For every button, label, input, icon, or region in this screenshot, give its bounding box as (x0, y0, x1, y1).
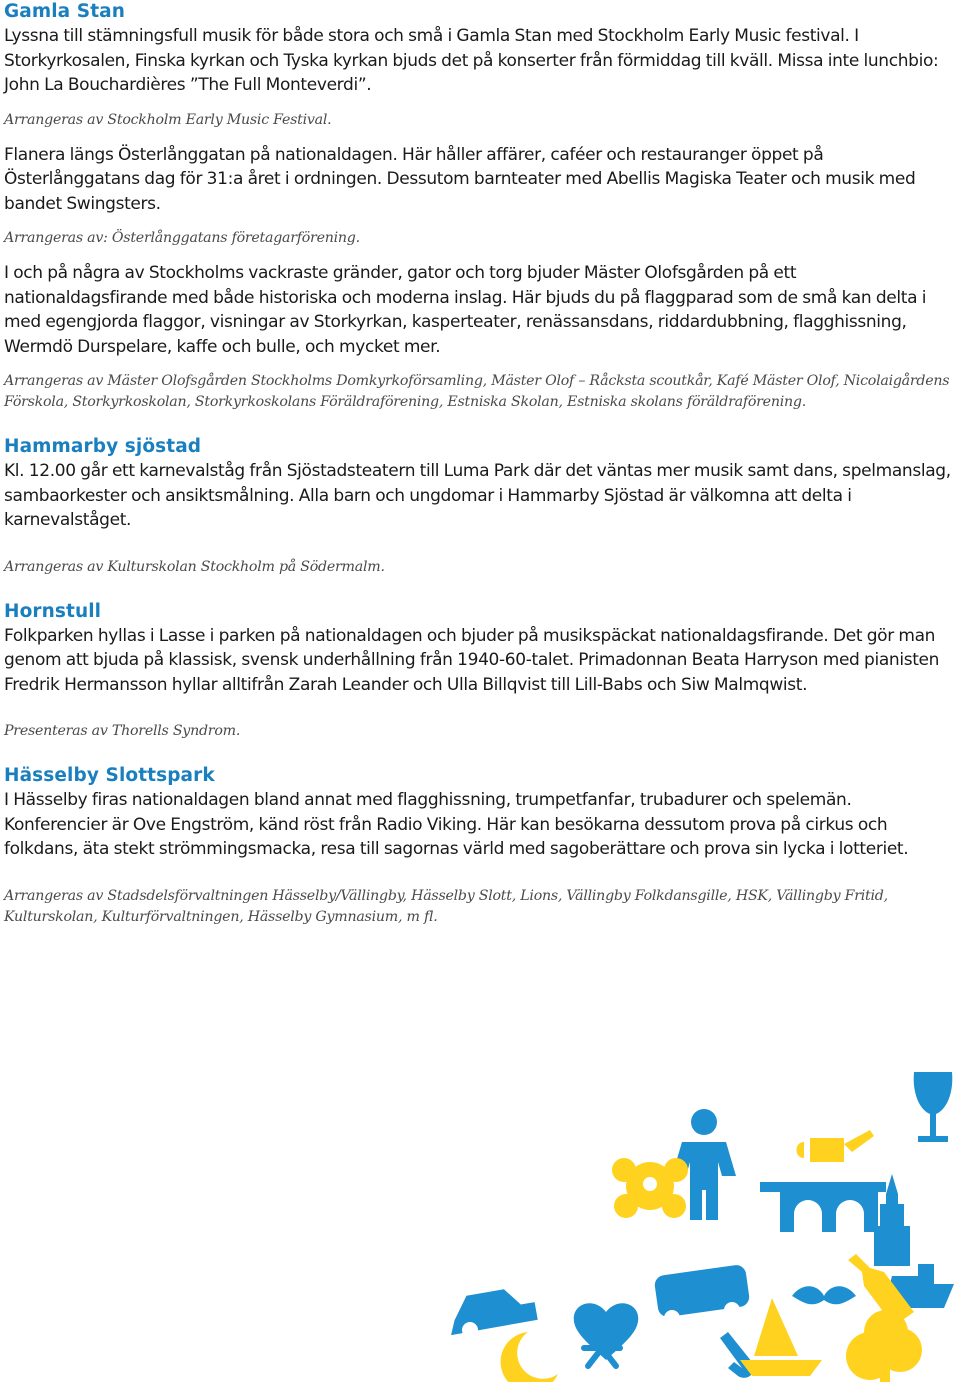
bridge-icon (760, 1182, 886, 1232)
credit-kulturskolan: Arrangeras av Kulturskolan Stockholm på Södermalm. (4, 558, 385, 575)
paragraph-master-olofsgarden: I och på några av Stockholms vackraste gränder, gator och torg bjuder Mäster Olofsgården på ett nationaldagsfirande med både historiska och moderna inslag. Här bjuds du på flaggparad som de små kan delta i med egengjorda flaggor, visningar av Storkyrkan, kasperteater, renässansdans, riddardubbning, flagghissning, Wermdö Durspelare, kaffe och bulle, och mycket mer. (4, 263, 927, 357)
section-heading-hornstull: Hornstull (4, 600, 102, 622)
paragraph-gamla-stan-music: Lyssna till stämningsfull musik för både stora och små i Gamla Stan med Stockholm Early Music festival. I Storkyrkosalen, Finska kyrkan och Tyska kyrkan bjuds det på konserter från förmiddag till kväll. Missa inte lunchbio: John La Bouchardières ”The Full Monteverdi”. (4, 26, 939, 95)
section-heading-gamla-stan: Gamla Stan (4, 1, 126, 22)
paragraph-osterlanggatan: Flanera längs Österlånggatan på nationaldagen. Här håller affärer, caféer och restauranger öppet på Österlånggatans dag för 31:a året i ordningen. Dessutom barnteater med Abellis Magiska Teater och musik med bandet Swingsters. (4, 144, 916, 214)
mustache-icon (792, 1286, 856, 1304)
decorative-illustration (420, 1060, 960, 1382)
tree-icon (846, 1310, 922, 1382)
watering-can-icon (797, 1130, 875, 1162)
sailboat-icon (740, 1298, 822, 1376)
paragraph-hasselby: I Hässelby firas nationaldagen bland annat med flagghissning, trumpetfanfar, trubadurer och spelemän. Konferencier är Ove Engström, känd röst från Radio Viking. Här kan besökarna dessutom prova på cirkus och folkdans, äta stekt strömmingsmacka, resa till sagornas värld med sagoberättare och prova sin lycka i lotteriet. (4, 790, 909, 859)
credit-hasselby: Arrangeras av Stadsdelsförvaltningen Hässelby/Vällingby, Hässelby Slott, Lions, Vällingby Folkdansgille, HSK, Vällingby Fritid, Kulturskolan, Kulturförvaltningen, Hässelby Gymnasium, m fl. (4, 887, 888, 925)
paragraph-hammarby: Kl. 12.00 går ett karnevalståg från Sjöstadsteatern till Luma Park där det väntas mer musik samt dans, spelmanslag, sambaorkester och ansiktsmålning. Alla barn och ungdomar i Hammarby Sjöstad är välkomna att delta i karnevalståget. (4, 461, 951, 530)
credit-early-music: Arrangeras av Stockholm Early Music Festival. (4, 111, 332, 128)
credit-thorells: Presenteras av Thorells Syndrom. (4, 723, 241, 739)
wine-glass-icon (914, 1072, 953, 1142)
section-heading-hasselby: Hässelby Slottspark (4, 765, 215, 786)
credit-master-olofsgarden: Arrangeras av Mäster Olofsgården Stockholms Domkyrkoförsamling, Mäster Olof – Råcksta scoutkår, Kafé Mäster Olof, Nicolaigårdens Förskola, Storkyrkoskolan, Storkyrkoskolans Föräldraförening, Estniska Skolan, Estniska skolans föräldraförening. (4, 373, 950, 410)
flower-icon (612, 1158, 688, 1218)
document-page (4, 0, 954, 928)
car-icon (445, 1284, 538, 1338)
bus-icon (654, 1264, 751, 1326)
credit-osterlanggatan: Arrangeras av: Österlånggatans företagarförening. (4, 230, 360, 246)
paragraph-hornstull: Folkparken hyllas i Lasse i parken på nationaldagen och bjuder på musikspäckat nationaldagsfirande. Det gör man genom att bjuda på klassisk, svensk underhållning från 1940-60-talet. Primadonnan Beata Harryson med pianisten Fredrik Hermansson hyllar alltifrån Zarah Leander och Ulla Billqvist till Lill-Babs och Siw Malmqwist. (4, 625, 940, 695)
section-heading-hammarby: Hammarby sjöstad (4, 436, 202, 457)
moon-icon (501, 1332, 558, 1382)
